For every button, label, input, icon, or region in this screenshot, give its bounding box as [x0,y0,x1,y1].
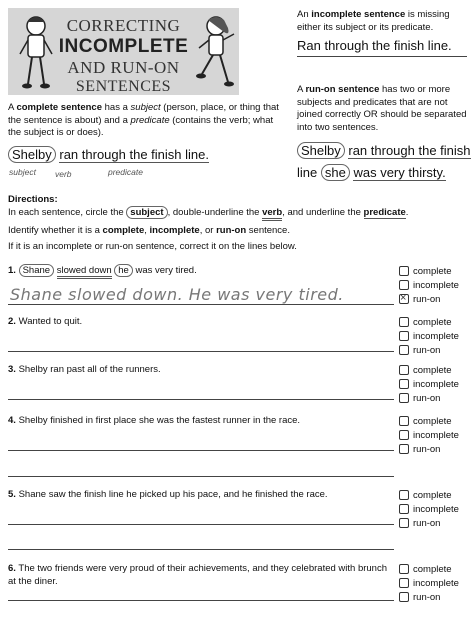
term-incomplete: incomplete sentence [311,9,406,20]
option-complete[interactable] [399,363,459,377]
question-6 [8,563,388,588]
checkbox[interactable] [399,280,409,290]
checkbox[interactable] [399,592,409,602]
answer-line[interactable] [8,351,394,352]
question-3 [8,364,161,375]
option-incomplete[interactable] [399,502,459,516]
term-subject: subject [130,102,161,113]
checkbox[interactable] [399,578,409,588]
question-5 [8,489,328,500]
options-q6 [399,562,459,604]
term-complete: complete [102,225,145,236]
option-label: complete [413,563,452,575]
term-runon: run-on sentence [305,84,380,95]
answer-line[interactable] [8,600,394,601]
question-number: 3. [8,364,16,375]
option-runon[interactable] [399,516,459,530]
option-label: complete [413,489,452,501]
option-runon[interactable] [399,343,459,357]
question-number: 2. [8,316,16,327]
text: An [297,9,312,20]
answer-line[interactable] [8,549,394,550]
option-runon[interactable] [399,590,459,604]
question-number: 6. [8,563,16,574]
text: has two or more subjects and predicates that are not joined correctly OR should be separated into two sentences. [297,84,467,133]
term-predicate: predicate [363,207,406,218]
option-label: incomplete [413,378,459,390]
runon-example [297,140,471,184]
option-runon[interactable] [399,442,459,456]
question-number: 4. [8,415,16,426]
text: (person, place, or thing that the sentence is about) and a [8,102,279,126]
question-2 [8,316,82,327]
option-incomplete[interactable] [399,576,459,590]
option-runon[interactable] [399,292,459,306]
option-complete[interactable] [399,562,459,576]
example-predicate: ran through the finish line. [59,147,209,162]
title-line-2: INCOMPLETE [58,36,189,57]
option-label: incomplete [413,577,459,589]
options-q2 [399,315,459,357]
answer-subject-2: he [114,264,133,277]
option-label: run-on [413,392,441,404]
runon-definition [297,84,467,134]
label-subject: subject [9,167,36,177]
checkbox[interactable] [399,365,409,375]
term-verb: verb [262,207,282,221]
answer-verb-1: slowed down [57,265,112,279]
checkbox[interactable] [399,490,409,500]
option-incomplete[interactable] [399,428,459,442]
option-runon[interactable] [399,391,459,405]
question-1 [8,265,197,276]
checkbox[interactable] [399,393,409,403]
option-incomplete[interactable] [399,377,459,391]
question-number: 1. [8,265,16,276]
text: A [297,84,306,95]
term-subject: subject [126,206,167,219]
text: sentence. [246,225,290,236]
option-label: run-on [413,293,441,305]
text: is missing either its subject or its predicate. [297,9,450,33]
answer-line[interactable] [8,399,394,400]
option-incomplete[interactable] [399,278,459,292]
text: (contains the verb; what the subject is or does). [8,114,274,138]
option-label: incomplete [413,503,459,515]
directions-line-2 [8,225,290,236]
checkbox[interactable] [399,317,409,327]
incomplete-example: Ran through the finish line. [297,38,452,53]
options-q1 [399,264,459,306]
question-number: 5. [8,489,16,500]
option-label: complete [413,316,452,328]
directions-line-3: If it is an incomplete or run-on sentence, correct it on the lines below. [8,241,297,252]
checkbox[interactable] [399,444,409,454]
example-rule [297,56,467,57]
term-runon: run-on [216,225,247,236]
checkbox[interactable] [399,564,409,574]
option-label: run-on [413,344,441,356]
runon-subject-1: Shelby [297,142,345,159]
text: , or [199,225,217,236]
text: . [405,207,409,218]
answer-line[interactable] [8,304,394,305]
checkbox[interactable] [399,345,409,355]
complete-definition [8,102,283,140]
text: , double-underline the [167,207,263,218]
runon-predicate-2: was very thirsty. [353,165,446,180]
option-label: incomplete [413,279,459,291]
term-predicate: predicate [130,114,170,126]
option-label: complete [413,415,452,427]
answer-subject-1: Shane [19,264,54,277]
question-text: The two friends were very proud of their achievements, and they celebrated with brunch at the diner. [8,563,387,587]
option-label: complete [413,364,452,376]
option-label: run-on [413,591,441,603]
title-line-3: AND RUN-ON [67,58,180,77]
checkbox[interactable] [399,416,409,426]
option-incomplete[interactable] [399,329,459,343]
label-predicate: predicate [108,167,143,177]
option-complete[interactable] [399,315,459,329]
handwritten-answer: Shane slowed down. He was very tired. [10,285,344,304]
complete-example [8,147,209,162]
answer-line[interactable] [8,476,394,477]
checkbox[interactable] [399,379,409,389]
option-label: run-on [413,517,441,529]
runon-predicate-1: ran through the finish [348,143,471,158]
text: , and underline the [282,207,364,218]
directions-heading: Directions: [8,194,58,205]
option-complete[interactable] [399,488,459,502]
question-4 [8,415,300,426]
checkbox[interactable] [399,331,409,341]
checkbox-checked[interactable] [399,294,409,304]
text: , [144,225,150,236]
title-banner [8,8,239,95]
options-q4 [399,414,459,456]
term-complete: complete sentence [16,102,102,113]
question-text: Shelby finished in first place she was the fastest runner in the race. [18,415,301,426]
label-verb: verb [55,169,72,179]
question-text: Wanted to quit. [18,316,83,327]
question-text: Shelby ran past all of the runners. [18,364,161,375]
checkbox[interactable] [399,430,409,440]
title-line-1: CORRECTING [66,16,181,35]
incomplete-definition [297,9,467,34]
option-label: incomplete [413,330,459,342]
option-label: run-on [413,443,441,455]
question-text: was very tired. [135,265,197,276]
text: line [297,165,318,180]
directions-line-1 [8,207,408,218]
options-q5 [399,488,459,530]
question-text: Shane saw the finish line he picked up his pace, and he finished the race. [18,489,328,500]
options-q3 [399,363,459,405]
answer-line[interactable] [8,524,394,525]
text: A [8,102,17,113]
option-complete[interactable] [399,414,459,428]
example-subject: Shelby [8,146,56,163]
option-label: incomplete [413,429,459,441]
title-line-4: SENTENCES [75,78,172,95]
term-incomplete: incomplete [149,225,200,236]
runon-subject-2: she [321,164,350,181]
text: Identify whether it is a [8,225,103,236]
text: In each sentence, circle the [8,207,127,218]
text: has a [102,102,131,113]
checkbox[interactable] [399,504,409,514]
checkbox[interactable] [399,266,409,276]
option-complete[interactable] [399,264,459,278]
option-label: complete [413,265,452,277]
answer-line[interactable] [8,450,394,451]
checkbox[interactable] [399,518,409,528]
